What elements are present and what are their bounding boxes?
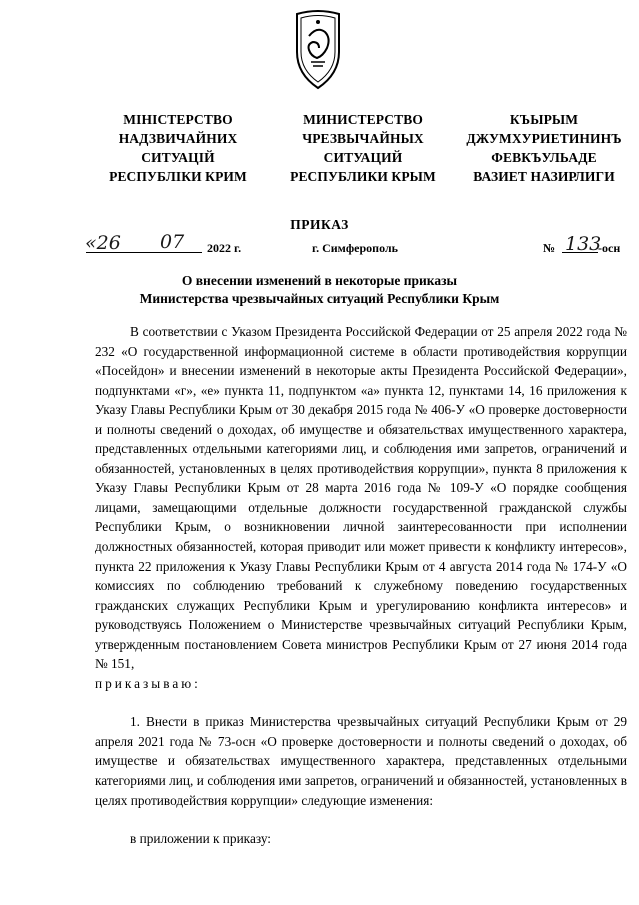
header-ct-line: ФЕВКЪУЛЬАДЕ: [491, 150, 597, 165]
preamble-text: В соответствии с Указом Президента Российской Федерации от 25 апреля 2022 года № 232 «О государственной информационной системе в области противодействия коррупции «Посейдон» и внесении изменений в некоторые акты Президента Российской Федерации», подпунктами «г», «е» пункта 11, подпунктом «а» пункта 12, пунктами 14, 16 приложения к Указу Главы Республики Крым от 30 декабря 2015 года № 406-У «О проверке достоверности и полноты сведений о доходах, об имуществе и обязательствах имущественного характера, представленных отдельными категориями лиц, и соблюдения ими запретов, ограничений и обязанностей, установленных в целях противодействия коррупции», пункта 8 приложения к Указу Главы Республики Крым от 28 марта 2016 года № 109-У «О порядке сообщения лицами, замещающими отдельные должности государственной гражданской службы Республики Крым, о возникновении личной заинтересованности при исполнении должностных обязанностей, которая приводит или может привести к конфликту интересов», пункта 22 приложения к Указу Главы Республики Крым от 4 августа 2014 года № 174-У «О комиссиях по соблюдению требований к служебному поведению государственных гражданских служащих Республики Крым и урегулированию конфликта интересов» и руководствуясь Положением о Министерстве чрезвычайных ситуаций Республики Крым, утвержденным постановлением Совета министров Республики Крым от 27 июня 2014 года № 151,: [95, 324, 627, 672]
date-month-handwritten: 07: [160, 231, 185, 253]
header-crimean-tatar: [452, 110, 636, 186]
header-ua-line: НАДЗВИЧАЙНИХ: [118, 131, 238, 146]
date-underline: [86, 252, 202, 253]
date-year: 2022 г.: [207, 241, 242, 255]
header-ru-line: МИНИСТЕРСТВО: [303, 112, 423, 127]
subsection-paragraph: в приложении к приказу:: [130, 831, 271, 847]
crimea-coat-of-arms-emblem: [287, 8, 349, 92]
header-russian: [278, 110, 448, 186]
header-ct-line: ВАЗИЕТ НАЗИРЛИГИ: [473, 169, 615, 184]
directive-word: приказываю:: [95, 675, 201, 691]
header-ru-line: СИТУАЦИЙ: [323, 150, 403, 165]
document-title-line: О внесении изменений в некоторые приказы: [181, 273, 458, 288]
number-underline: [562, 252, 598, 253]
order-title: ПРИКАЗ: [290, 217, 349, 232]
number-label: №: [543, 241, 556, 255]
document-title-line: Министерства чрезвычайных ситуаций Республики Крым: [139, 291, 500, 306]
item-1-paragraph: 1. Внести в приказ Министерства чрезвычайных ситуаций Республики Крым от 29 апреля 2021 года № 73-осн «О проверке достоверности и полноты сведений о доходах, об имуществе и обязательствах имущественного характера, представленных отдельными категориями лиц, и соблюдения ими запретов, ограничений и обязанностей, установленных в целях противодействия коррупции» следующие изменения:: [95, 714, 627, 808]
ministry-header: [0, 110, 639, 190]
header-ct-line: КЪЫРЫМ: [509, 112, 579, 127]
header-ru-line: РЕСПУБЛИКИ КРЫМ: [290, 169, 436, 184]
date-day-handwritten: «26: [85, 232, 121, 254]
document-body: [95, 322, 627, 849]
order-meta-row: [0, 232, 639, 260]
header-ru-line: ЧРЕЗВЫЧАЙНЫХ: [302, 131, 424, 146]
header-ua-line: МІНІСТЕРСТВО: [123, 112, 233, 127]
header-ua-line: РЕСПУБЛІКИ КРИМ: [109, 169, 247, 184]
document-title: [60, 272, 579, 308]
header-ukrainian: [92, 110, 264, 186]
header-ct-line: ДЖУМХУРИЕТИНИНЪ: [466, 131, 622, 146]
order-number-handwritten: 133: [565, 233, 602, 255]
preamble-paragraph: [95, 322, 627, 693]
number-suffix: -осн: [598, 241, 621, 255]
header-ua-line: СИТУАЦІЙ: [141, 150, 215, 165]
city: г. Симферополь: [312, 241, 398, 255]
